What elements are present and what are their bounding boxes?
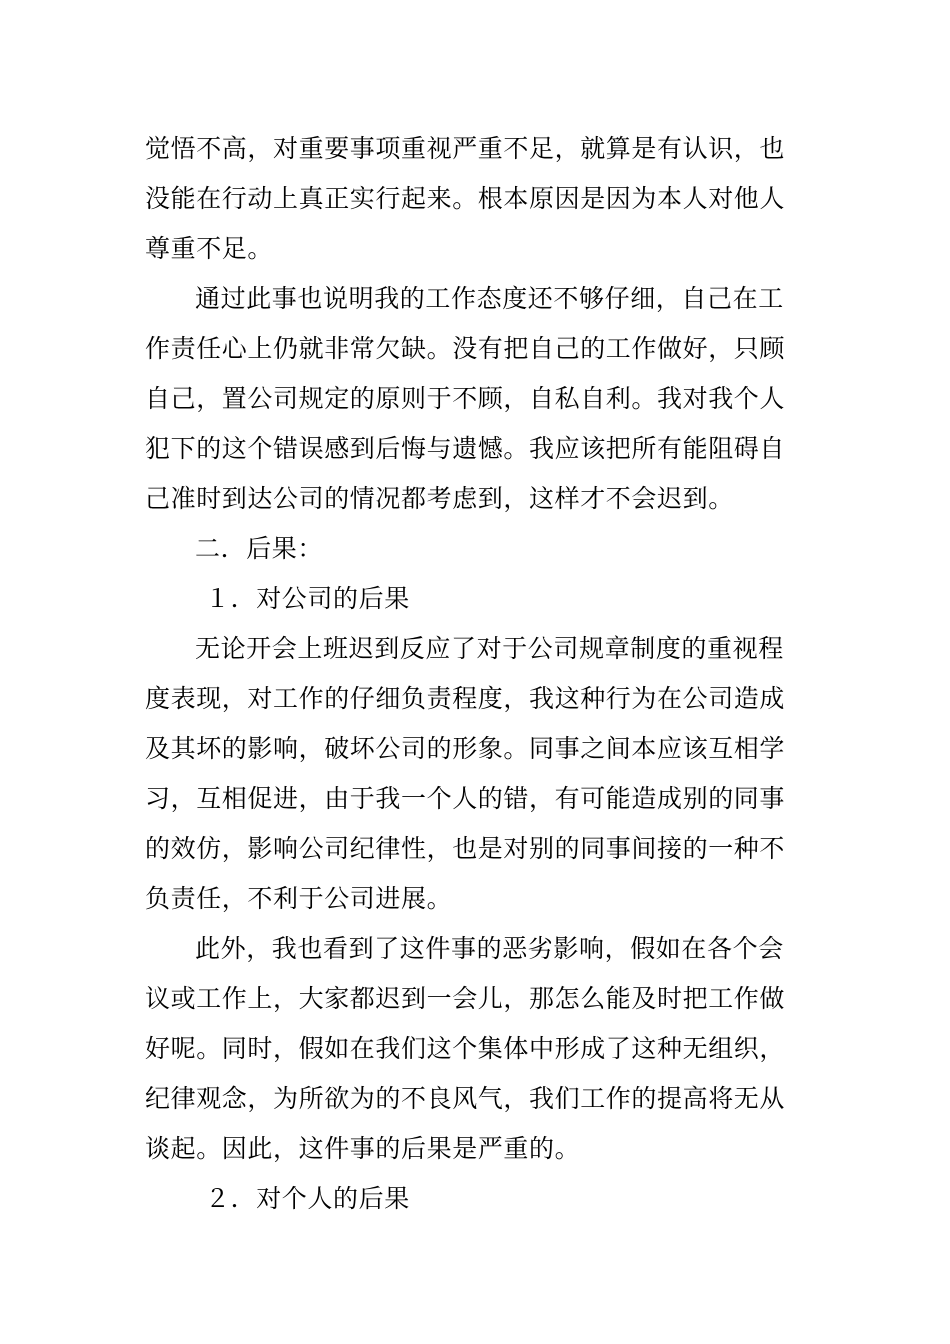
text-line: 的效仿，影响公司纪律性，也是对别的同事间接的一种不 [145, 834, 786, 863]
text-line: 觉悟不高，对重要事项重视严重不足，就算是有认识，也 [145, 134, 786, 163]
text-line: 没能在行动上真正实行起来。根本原因是因为本人对他人 [145, 184, 786, 213]
paragraph-start-line: 通过此事也说明我的工作态度还不够仔细，自己在工 [195, 284, 784, 313]
text-line: 谈起。因此，这件事的后果是严重的。 [145, 1134, 581, 1163]
subsection-heading: ２．对个人的后果 [205, 1184, 410, 1213]
text-line: 好呢。同时，假如在我们这个集体中形成了这种无组织， [145, 1034, 786, 1063]
text-line: 度表现，对工作的仔细负责程度，我这种行为在公司造成 [145, 684, 786, 713]
text-line: 议或工作上，大家都迟到一会儿，那怎么能及时把工作做 [145, 984, 786, 1013]
text-line: 犯下的这个错误感到后悔与遗憾。我应该把所有能阻碍自 [145, 434, 786, 463]
text-line: 习，互相促进，由于我一个人的错，有可能造成别的同事 [145, 784, 786, 813]
text-line: 作责任心上仍就非常欠缺。没有把自己的工作做好，只顾 [145, 334, 786, 363]
section-heading: 二．后果： [195, 534, 324, 563]
paragraph-start-line: 无论开会上班迟到反应了对于公司规章制度的重视程 [195, 634, 784, 663]
text-line: 尊重不足。 [145, 234, 274, 263]
text-line: 负责任，不利于公司进展。 [145, 884, 453, 913]
paragraph-start-line: 此外，我也看到了这件事的恶劣影响，假如在各个会 [195, 934, 784, 963]
text-line: 纪律观念，为所欲为的不良风气，我们工作的提高将无从 [145, 1084, 786, 1113]
subsection-heading: １．对公司的后果 [205, 584, 410, 613]
text-line: 己准时到达公司的情况都考虑到，这样才不会迟到。 [145, 484, 734, 513]
text-line: 自己，置公司规定的原则于不顾，自私自利。我对我个人 [145, 384, 786, 413]
text-line: 及其坏的影响，破坏公司的形象。同事之间本应该互相学 [145, 734, 786, 763]
